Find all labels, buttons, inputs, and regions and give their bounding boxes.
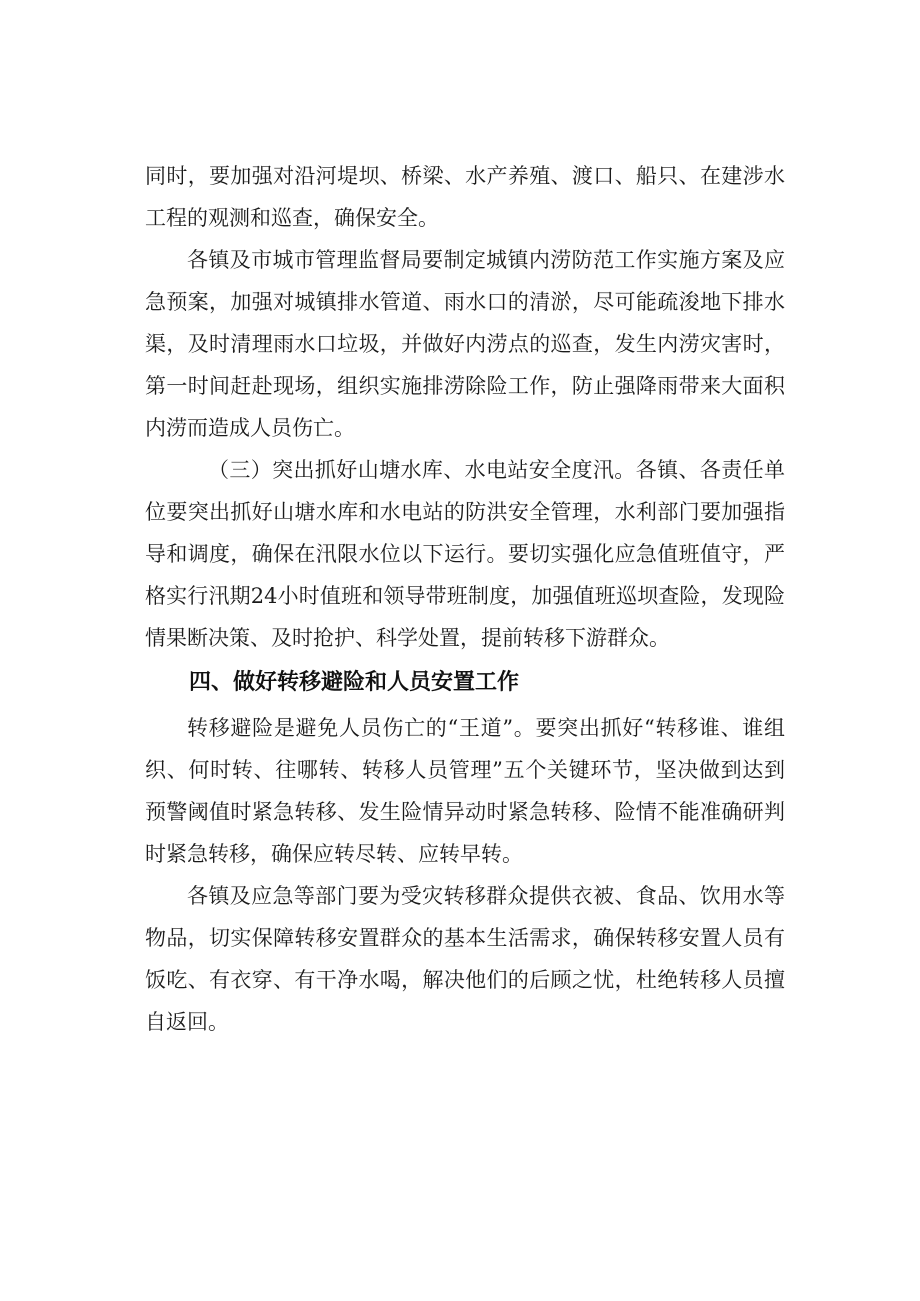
- paragraph-evacuation-principle: 转移避险是避免人员伤亡的“王道”。要突出抓好“转移谁、谁组织、何时转、往哪转、转移人员管理”五个关键环节，坚决做到达到预警阈值时紧急转移、发生险情异动时紧急转移、险情不能准确研判时紧急转移，确保应转尽转、应转早转。: [145, 716, 785, 866]
- paragraph-resettlement-support: 各镇及应急等部门要为受灾转移群众提供衣被、食品、饮用水等物品，切实保障转移安置群众的基本生活需求，确保转移安置人员有饭吃、有衣穿、有干净水喝，解决他们的后顾之忧，杜绝转移人员擅自返回。: [145, 884, 785, 1034]
- section-heading-evacuation: 四、做好转移避险和人员安置工作: [189, 670, 520, 695]
- paragraph-reservoir-safety: （三）突出抓好山塘水库、水电站安全度汛。各镇、各责任单位要突出抓好山塘水库和水电站的防洪安全管理，水利部门要加强指导和调度，确保在汛限水位以下运行。要切实强化应急值班值守，严格实行汛期24小时值班和领导带班制度，加强值班巡坝查险，发现险情果断决策、及时抢护、科学处置，提前转移下游群众。: [145, 458, 785, 650]
- paragraph-urban-waterlogging: 各镇及市城市管理监督局要制定城镇内涝防范工作实施方案及应急预案，加强对城镇排水管道、雨水口的清淤，尽可能疏浚地下排水渠，及时清理雨水口垃圾，并做好内涝点的巡查，发生内涝灾害时，第一时间赶赴现场，组织实施排涝除险工作，防止强降雨带来大面积内涝而造成人员伤亡。: [145, 248, 785, 440]
- document-body: [145, 155, 785, 1043]
- paragraph-embankment-inspection: 同时，要加强对沿河堤坝、桥梁、水产养殖、渡口、船只、在建涉水工程的观测和巡查，确保安全。: [145, 164, 785, 230]
